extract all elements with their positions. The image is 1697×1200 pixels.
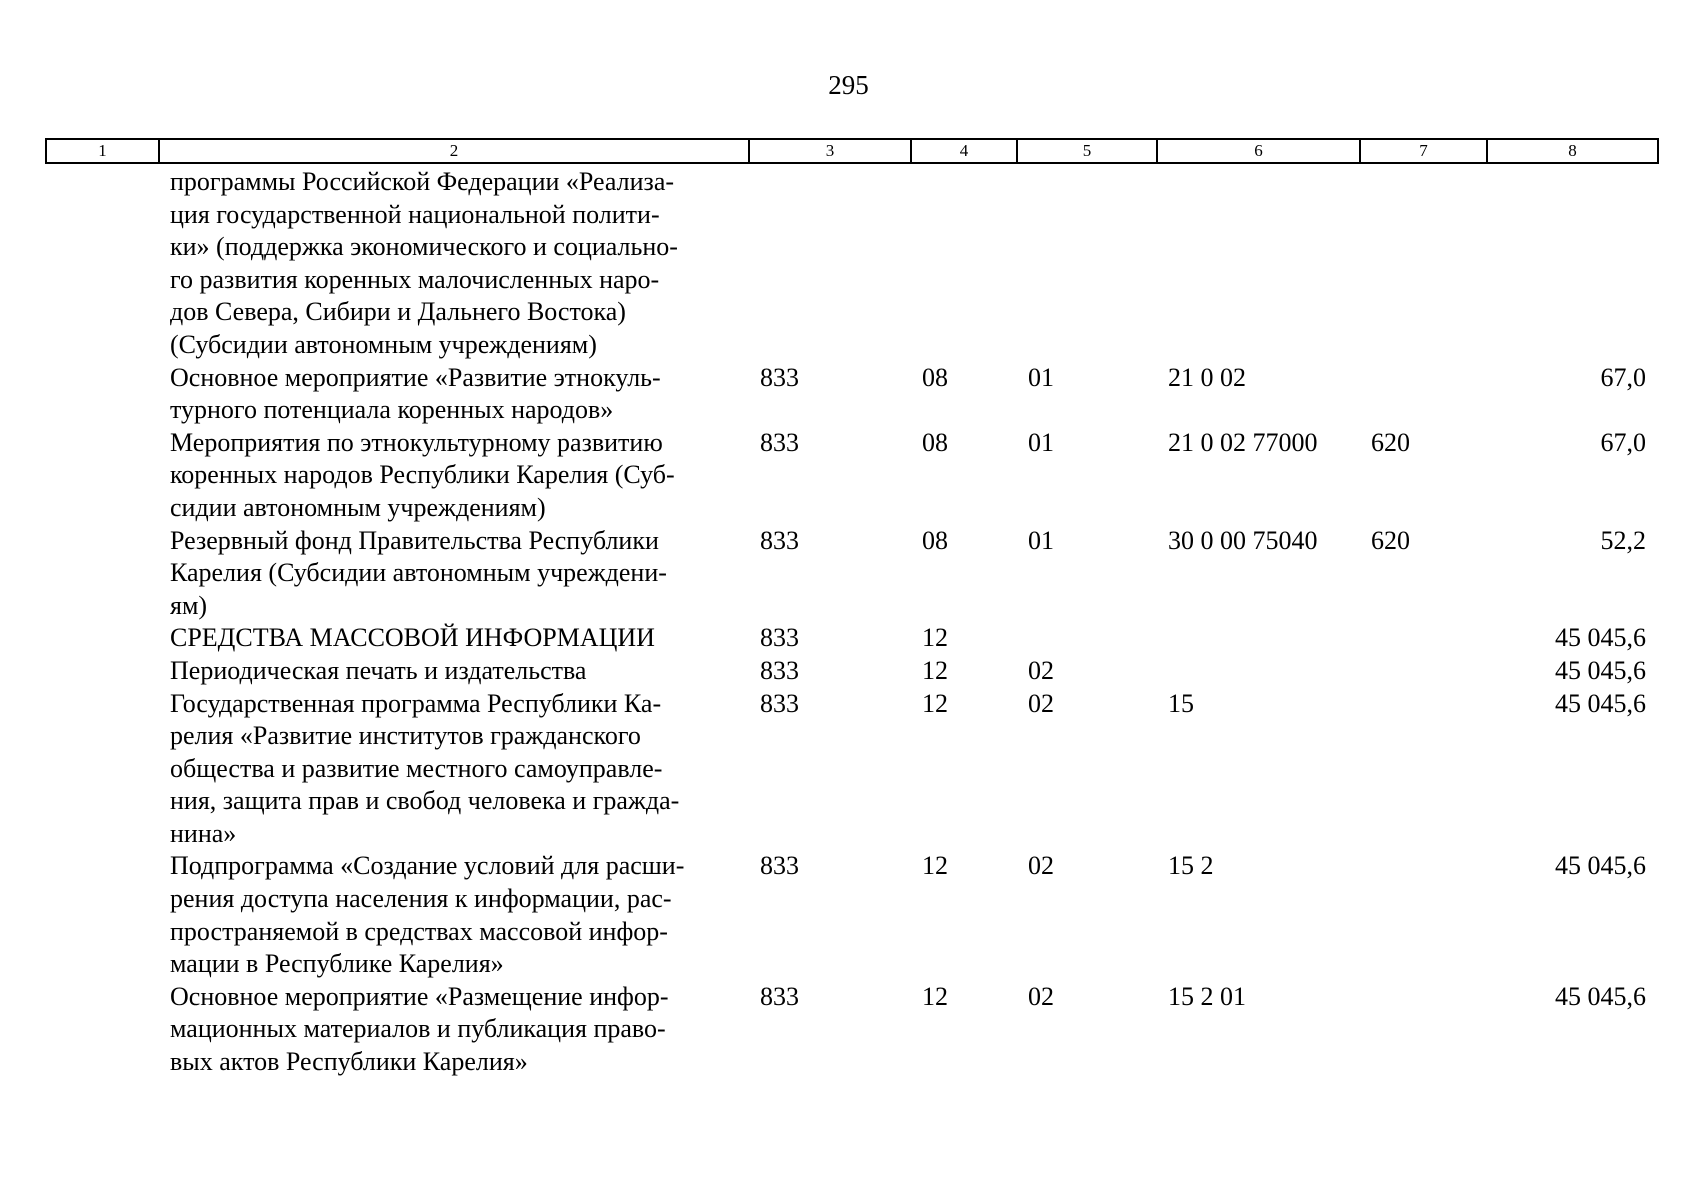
table-row — [45, 981, 1657, 1079]
cell-section: 12 — [922, 623, 948, 653]
cell-amount: 45 045,6 — [1555, 981, 1646, 1011]
cell-subsection: 01 — [1028, 525, 1054, 555]
cell-subsection: 02 — [1028, 655, 1054, 685]
cell-description: Резервный фонд Правительства Республики Карелия (Субсидии автономным учреждени- ям) — [170, 525, 667, 620]
header-col-3: 3 — [749, 139, 911, 163]
cell-section: 08 — [922, 362, 948, 392]
header-col-6: 6 — [1157, 139, 1360, 163]
table-row — [45, 850, 1657, 980]
cell-section: 12 — [922, 851, 948, 881]
cell-col-1 — [45, 850, 158, 980]
cell-target-article — [1156, 166, 1359, 362]
cell-section: 08 — [922, 427, 948, 457]
cell-target-article — [1156, 655, 1359, 688]
cell-expense-type — [1359, 362, 1486, 427]
cell-subsection — [1016, 622, 1156, 655]
cell-target-article: 30 0 00 75040 — [1168, 525, 1318, 555]
cell-ministry-code: 833 — [760, 427, 799, 457]
cell-col-1 — [45, 981, 158, 1079]
table-row — [45, 166, 1657, 362]
cell-amount: 52,2 — [1600, 525, 1646, 555]
cell-section: 12 — [922, 655, 948, 685]
cell-description: СРЕДСТВА МАССОВОЙ ИНФОРМАЦИИ — [170, 623, 655, 653]
cell-description: программы Российской Федерации «Реализа- ция государственной национальной полити- ки» (поддержка экономического и социально- го развития коренных малочисленных наро- дов Севера, Сибири и Дальнего Востока) (Субсидии автономным учреждениям) — [170, 167, 678, 359]
cell-amount: 67,0 — [1600, 427, 1646, 457]
table-row — [45, 427, 1657, 525]
cell-ministry-code: 833 — [760, 688, 799, 718]
table-row — [45, 525, 1657, 623]
header-col-1: 1 — [46, 139, 159, 163]
table-row — [45, 655, 1657, 688]
cell-ministry-code: 833 — [760, 362, 799, 392]
cell-expense-type — [1359, 622, 1486, 655]
cell-expense-type — [1359, 688, 1486, 851]
cell-description: Подпрограмма «Создание условий для расши- рения доступа населения к информации, рас- пространяемой в средствах массовой инфор- мации в Республике Карелия» — [170, 851, 685, 979]
cell-ministry-code — [748, 166, 910, 362]
cell-col-1 — [45, 688, 158, 851]
table-row — [45, 622, 1657, 655]
cell-col-1 — [45, 362, 158, 427]
cell-description: Основное мероприятие «Размещение инфор- мационных материалов и публикация право- вых актов Республики Карелия» — [170, 981, 669, 1077]
cell-section: 12 — [922, 688, 948, 718]
cell-amount: 45 045,6 — [1555, 623, 1646, 653]
cell-amount — [1486, 166, 1657, 362]
cell-target-article: 21 0 02 77000 — [1168, 427, 1318, 457]
cell-amount: 45 045,6 — [1555, 851, 1646, 881]
cell-amount: 67,0 — [1600, 362, 1646, 392]
cell-section — [910, 166, 1016, 362]
header-col-5: 5 — [1017, 139, 1157, 163]
cell-description: Мероприятия по этнокультурному развитию коренных народов Республики Карелия (Суб- сидии автономным учреждениям) — [170, 427, 675, 522]
cell-amount: 45 045,6 — [1555, 688, 1646, 718]
cell-subsection: 02 — [1028, 688, 1054, 718]
cell-subsection — [1016, 166, 1156, 362]
cell-description: Периодическая печать и издательства — [170, 655, 587, 685]
cell-ministry-code: 833 — [760, 851, 799, 881]
header-col-7: 7 — [1360, 139, 1487, 163]
cell-col-1 — [45, 166, 158, 362]
cell-ministry-code: 833 — [760, 623, 799, 653]
cell-expense-type — [1359, 981, 1486, 1079]
cell-description: Государственная программа Республики Ка- релия «Развитие институтов гражданского общества и развитие местного самоуправле- ния, защита прав и свобод человека и гражда- нина» — [170, 688, 680, 848]
cell-section: 08 — [922, 525, 948, 555]
table-row — [45, 362, 1657, 427]
budget-table-body — [45, 166, 1657, 1079]
cell-expense-type — [1359, 850, 1486, 980]
cell-expense-type — [1359, 655, 1486, 688]
cell-subsection: 01 — [1028, 427, 1054, 457]
cell-target-article: 21 0 02 — [1168, 362, 1246, 392]
cell-target-article: 15 — [1168, 688, 1194, 718]
cell-col-1 — [45, 622, 158, 655]
header-col-2: 2 — [159, 139, 749, 163]
column-number-header — [45, 138, 1659, 164]
cell-subsection: 01 — [1028, 362, 1054, 392]
cell-ministry-code: 833 — [760, 981, 799, 1011]
cell-expense-type — [1359, 166, 1486, 362]
cell-subsection: 02 — [1028, 981, 1054, 1011]
cell-target-article: 15 2 01 — [1168, 981, 1246, 1011]
header-col-4: 4 — [911, 139, 1017, 163]
cell-ministry-code: 833 — [760, 655, 799, 685]
cell-amount: 45 045,6 — [1555, 655, 1646, 685]
table-row — [45, 688, 1657, 851]
cell-expense-type: 620 — [1371, 427, 1410, 457]
cell-target-article: 15 2 — [1168, 851, 1214, 881]
cell-subsection: 02 — [1028, 851, 1054, 881]
page-number: 295 — [828, 70, 869, 100]
header-col-8: 8 — [1487, 139, 1658, 163]
cell-description: Основное мероприятие «Развитие этнокуль- турного потенциала коренных народов» — [170, 362, 661, 425]
cell-col-1 — [45, 655, 158, 688]
cell-col-1 — [45, 427, 158, 525]
cell-expense-type: 620 — [1371, 525, 1410, 555]
cell-section: 12 — [922, 981, 948, 1011]
cell-target-article — [1156, 622, 1359, 655]
cell-col-1 — [45, 525, 158, 623]
cell-ministry-code: 833 — [760, 525, 799, 555]
